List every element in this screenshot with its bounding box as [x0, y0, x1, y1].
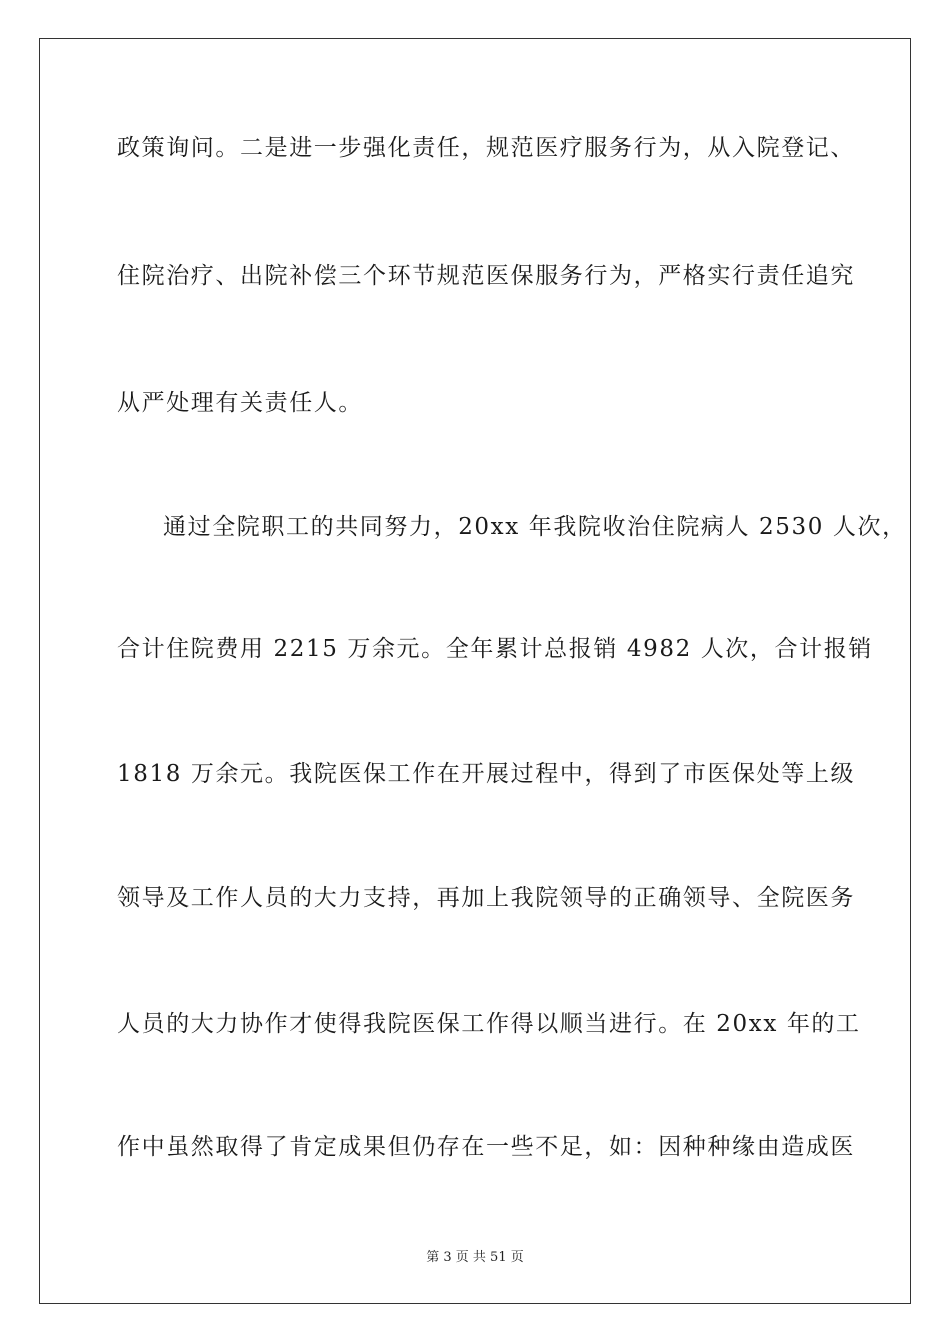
paragraph-2-line-3: 1818 万余元。我院医保工作在开展过程中，得到了市医保处等上级 — [117, 761, 856, 787]
text-line-1: 政策询问。二是进一步强化责任，规范医疗服务行为，从入院登记、 — [117, 135, 855, 161]
text-line-2: 住院治疗、出院补偿三个环节规范医保服务行为，严格实行责任追究 — [117, 263, 855, 289]
text-line-3: 从严处理有关责任人。 — [117, 390, 363, 416]
page-number-footer: 第 3 页 共 51 页 — [426, 1250, 524, 1265]
paragraph-2-line-4: 领导及工作人员的大力支持，再加上我院领导的正确领导、全院医务 — [117, 885, 855, 911]
paragraph-2-line-5: 人员的大力协作才使得我院医保工作得以顺当进行。在 20xx 年的工 — [117, 1011, 861, 1037]
paragraph-2-line-2: 合计住院费用 2215 万余元。全年累计总报销 4982 人次，合计报销 — [117, 636, 873, 662]
page-border — [39, 38, 911, 1304]
paragraph-2-line-6: 作中虽然取得了肯定成果但仍存在一些不足，如：因种种缘由造成医 — [117, 1134, 855, 1160]
paragraph-2-line-1: 通过全院职工的共同努力，20xx 年我院收治住院病人 2530 人次， — [163, 514, 907, 540]
